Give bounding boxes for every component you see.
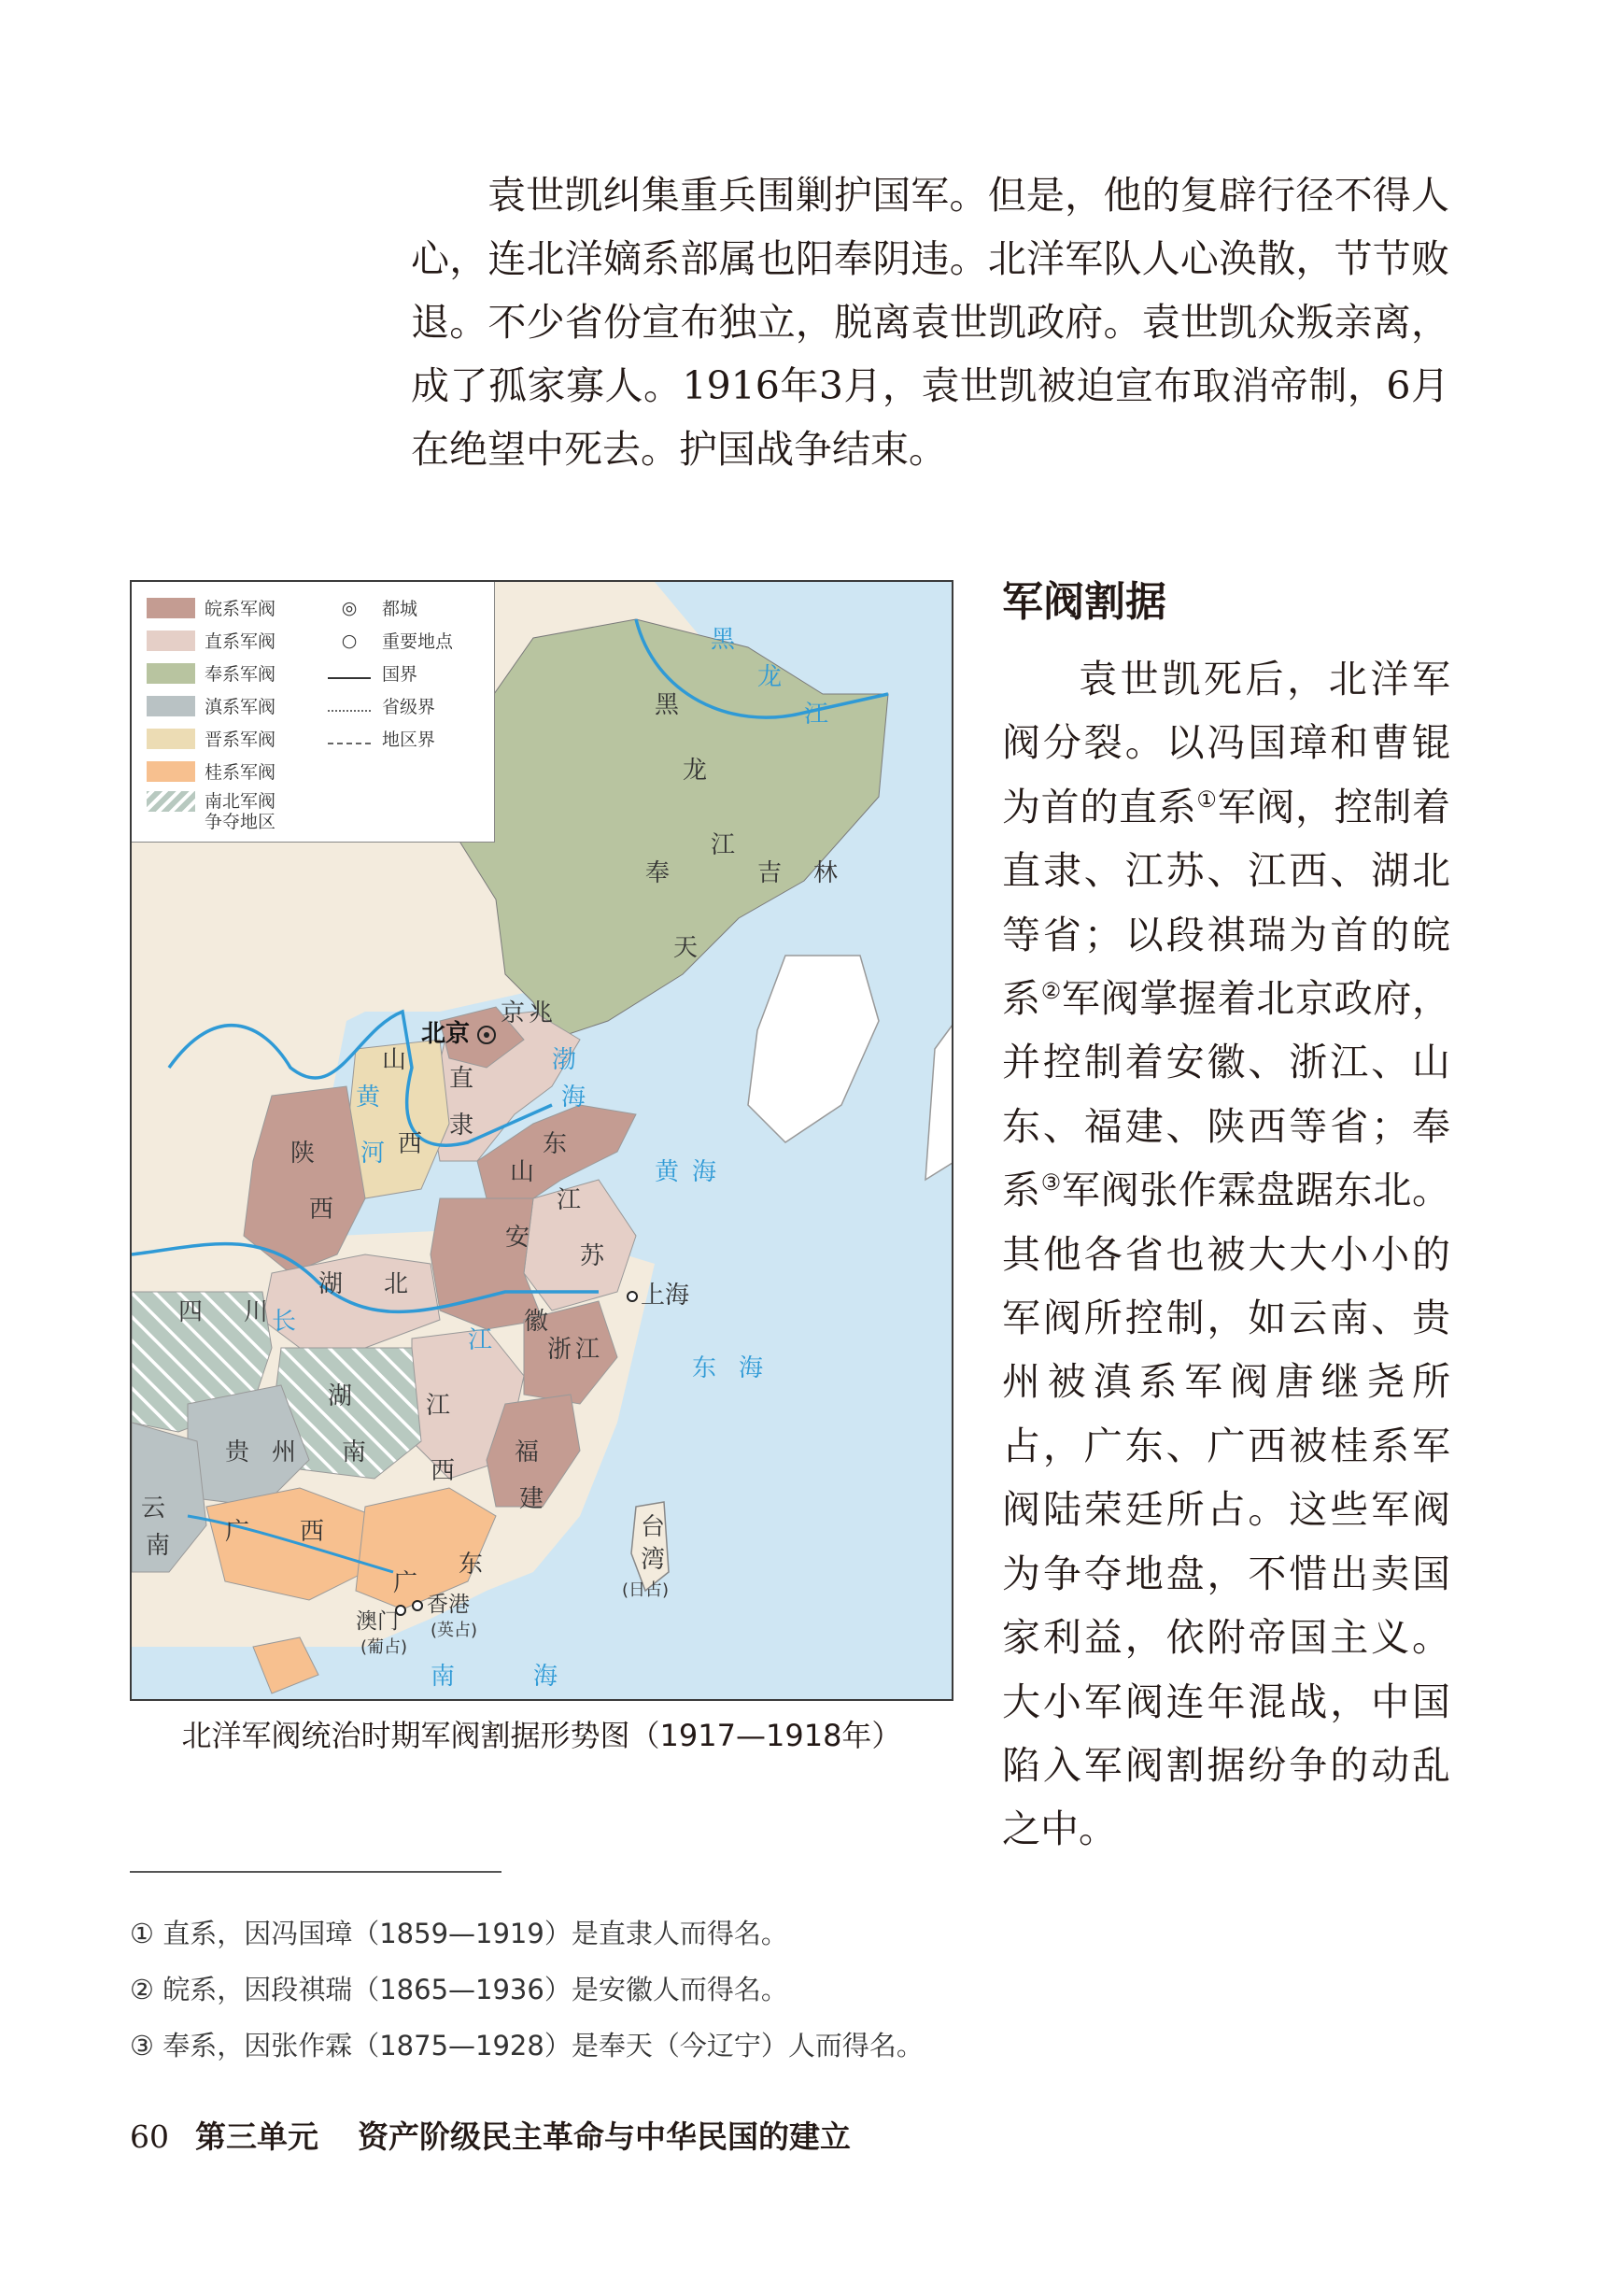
label-ji: 吉 [757,859,783,887]
label-fu: 福 [515,1438,540,1466]
swatch-gui [147,761,195,782]
label-nan-sea: 南 [431,1663,456,1691]
legend-zhi: 直系军阀 [205,631,276,652]
swatch-feng [147,663,195,684]
place-marker-shanghai [628,1292,637,1301]
label-jian: 建 [519,1485,544,1513]
legend-contested-2: 争夺地区 [205,812,276,832]
footnote-divider [130,1871,501,1873]
label-zhao: 兆 [529,999,554,1027]
label-li: 隶 [449,1112,474,1140]
label-shan-sx: 山 [382,1046,407,1074]
label-huang-river: 黄 [356,1084,381,1112]
label-xi-shaan: 西 [309,1196,334,1224]
place-marker-xianggang [413,1601,422,1610]
label-bo: 渤 [552,1046,577,1074]
label-beijing: 北京 [421,1020,471,1048]
body-part-1: 袁世凯死后，北洋军阀分裂。以冯国璋和曹锟为首的直系 [1002,657,1450,829]
footnote-ref-3[interactable]: ③ [1040,1169,1062,1197]
label-nan-yn: 南 [146,1532,171,1560]
section-body [1002,647,1450,1862]
label-hai-nan: 海 [533,1663,558,1691]
footnote-3: ③ 奉系，因张作霖（1875—1928）是奉天（今辽宁）人而得名。 [130,2030,924,2061]
label-gui: 贵 [225,1438,250,1466]
label-zhi: 直 [449,1065,474,1093]
label-yun: 云 [141,1495,166,1523]
label-long: 龙 [683,757,708,785]
intro-paragraph: 袁世凯纠集重兵围剿护国军。但是，他的复辟行径不得人心，连北洋嫡系部属也阳奉阴违。北洋军队人心涣散，节节败退。不少省份宣布独立，脱离袁世凯政府。袁世凯众叛亲离，成了孤家寡人。1916年3月，袁世凯被迫宣布取消帝制，6月在绝望中死去。护国战争结束。 [411,173,1449,472]
unit-title: 资产阶级民主革命与中华民国的建立 [358,2118,851,2155]
map-caption: 北洋军阀统治时期军阀割据形势图（1917—1918年） [181,1718,902,1753]
region-border-icon [328,743,371,744]
label-jiang-h: 江 [711,831,736,859]
footnote-list [130,1905,1157,2074]
label-hai-huang: 海 [692,1158,717,1186]
legend-gui: 桂系军阀 [205,762,276,783]
label-hu-hn: 湖 [328,1382,353,1410]
label-xi-sx: 西 [398,1130,423,1158]
legend-border: 国界 [382,664,418,685]
label-xi-jx: 西 [431,1457,456,1485]
label-aomen: 澳门 [356,1609,399,1634]
label-guang-gx: 广 [225,1518,250,1546]
label-port-occ: (葡占) [360,1637,408,1657]
label-bei: 北 [384,1270,409,1298]
label-japan-occ: (日占) [622,1580,670,1600]
label-long-r: 龙 [757,663,783,691]
page-number: 60 [130,2118,169,2155]
legend-prov-border: 省级界 [382,697,436,717]
label-shan-sd: 山 [510,1158,535,1186]
label-su: 苏 [580,1242,605,1270]
legend-feng: 奉系军阀 [205,664,276,685]
label-chuan: 川 [244,1298,269,1326]
label-nan-hn: 南 [342,1438,367,1466]
label-lin: 林 [813,859,839,887]
label-dong-gd: 东 [459,1551,484,1579]
swatch-contested [147,791,195,812]
border-line-icon [328,677,371,679]
legend-dian: 滇系军阀 [205,697,276,717]
page-footer [130,2113,851,2157]
label-xianggang: 香港 [427,1593,470,1617]
swatch-jin [147,729,195,749]
label-jiang-zj: 江 [575,1336,600,1364]
prov-border-icon [328,710,371,712]
legend-place: 重要地点 [382,631,454,652]
capital-icon: ◎ [341,597,358,618]
label-brit-occ: (英占) [431,1621,478,1640]
label-chang: 长 [272,1308,297,1336]
label-hei: 黑 [655,691,680,719]
label-huang: 黄 [655,1158,680,1186]
swatch-zhi [147,630,195,651]
label-jing: 京 [501,999,526,1027]
label-he-river: 河 [360,1140,386,1168]
label-shaan: 陕 [290,1140,316,1168]
footnote-ref-1[interactable]: ① [1196,786,1218,813]
label-hui: 徽 [524,1308,549,1336]
label-tian: 天 [673,934,699,962]
label-dong-sea: 东 [692,1354,717,1382]
label-hai-bo: 海 [561,1084,586,1112]
land-japan [925,1021,953,1180]
label-si: 四 [178,1298,204,1326]
label-dong-sd: 东 [543,1130,568,1158]
label-hu-hb: 湖 [318,1270,344,1298]
footnote-1: ① 直系，因冯国璋（1859—1919）是直隶人而得名。 [130,1918,788,1949]
label-jiang-r: 江 [804,701,829,729]
map-legend [132,582,495,843]
body-part-2: 军阀，控制着直隶、江苏、江西、湖北等省；以段祺瑞为首的皖系 [1002,784,1451,1022]
label-wan-tw: 湾 [641,1546,666,1574]
label-hei-r: 黑 [711,626,736,654]
label-hai-dong: 海 [739,1354,764,1382]
label-zhou: 州 [272,1438,297,1466]
label-jiang-river: 江 [468,1326,493,1354]
body-part-4: 军阀张作霖盘踞东北。其他各省也被大大小小的军阀所控制，如云南、贵州被滇系军阀唐继尧所占，广东、广西被桂系军阀陆荣廷所占。这些军阀为争夺地盘，不惜出卖国家利益，依附帝国主义。大小军阀连年混战，中国陷入军阀割据纷争的动乱之中。 [1002,1168,1451,1852]
swatch-wan [147,598,195,618]
label-zhe: 浙 [547,1336,572,1364]
legend-capital: 都城 [382,599,418,619]
land-korea [748,956,879,1142]
legend-jin: 晋系军阀 [205,730,276,750]
warlord-map [130,580,953,1701]
body-part-3: 军阀掌握着北京政府，并控制着安徽、浙江、山东、福建、陕西等省；奉系 [1002,976,1451,1213]
label-shanghai: 上海 [641,1282,690,1310]
footnote-ref-2[interactable]: ② [1040,978,1062,1005]
label-guang-gd: 广 [393,1569,418,1597]
unit-label: 第三单元 [195,2118,318,2155]
swatch-dian [147,696,195,716]
label-feng: 奉 [645,859,671,887]
label-jiang-jx: 江 [426,1392,451,1420]
label-jiang-js: 江 [557,1186,582,1214]
label-an: 安 [505,1224,530,1252]
legend-region-border: 地区界 [382,730,436,750]
label-xi-gx: 西 [300,1518,325,1546]
footnote-2: ② 皖系，因段祺瑞（1865—1936）是安徽人而得名。 [130,1974,788,2005]
section-title: 军阀割据 [1002,578,1166,626]
place-icon: ○ [341,630,358,651]
label-tai: 台 [641,1513,666,1541]
legend-wan: 皖系军阀 [205,599,276,619]
legend-contested-1: 南北军阀 [205,791,276,812]
